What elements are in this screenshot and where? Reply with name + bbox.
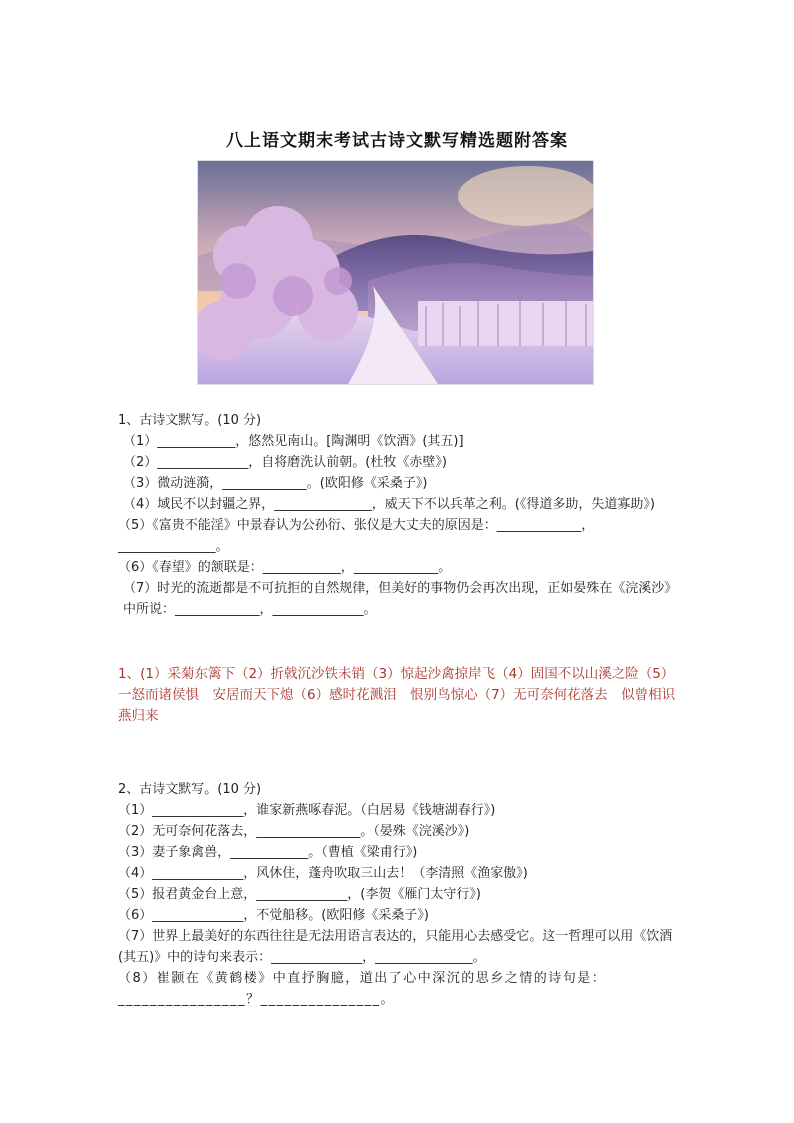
snow-mountain-image: [197, 160, 594, 385]
question-2-line-4: （4）______________，风休住，蓬舟吹取三山去！（李清照《渔家傲》): [118, 866, 528, 881]
document-title: 八上语文期末考试古诗文默写精选题附答案: [226, 131, 568, 151]
question-2-line-2: （2）无可奈何花落去，________________。（晏殊《浣溪沙》): [118, 824, 470, 839]
question-2-line-5: （5）报君黄金台上意，______________，(李贺《雁门太守行》): [118, 887, 481, 902]
question-1-line-4: （4）域民不以封疆之界，_______________，威天下不以兵革之利。(《得道多助，失道寡助》): [123, 497, 655, 512]
worksheet-content: [118, 410, 678, 1010]
answer-1: 1、(1）采菊东篱下（2）折戟沉沙铁未销（3）惊起沙禽掠岸飞（4）固国不以山溪之险（5）一怒而诸侯惧 安居而天下熄（6）感时花溅泪 恨别鸟惊心（7）无可奈何花落去 似曾相识燕归来: [118, 666, 676, 724]
question-2-line-6: （6）______________，不觉船移。(欧阳修《采桑子》): [118, 908, 429, 923]
question-1-line-6: （6）《春望》的颔联是：____________，_____________。: [118, 560, 452, 575]
question-1-line-7: （7）时光的流逝都是不可抗拒的自然规律，但美好的事物仍会再次出现，正如晏殊在《浣溪沙》中所说：_____________，______________。: [123, 581, 678, 617]
question-2-line-8: （8）崔颢在《黄鹤楼》中直抒胸臆，道出了心中深沉的思乡之情的诗句是：________________？_______________。: [118, 971, 607, 1007]
question-1-line-3: （3）微动涟漪，_____________。(欧阳修《采桑子》): [123, 476, 428, 491]
landscape-illustration: [198, 161, 593, 384]
question-1-line-5: （5）《富贵不能淫》中景春认为公孙衍、张仪是大丈夫的原因是：_____________，_______________。: [118, 518, 595, 554]
question-1-heading: 1、古诗文默写。(10 分): [118, 413, 262, 428]
question-2-line-1: （1）______________，谁家新燕啄春泥。（白居易《钱塘湖春行》): [118, 803, 496, 818]
question-2-line-7: （7）世界上最美好的东西往往是无法用语言表达的，只能用心去感受它。这一哲理可以用《饮酒(其五)》中的诗句来表示：______________，_______________。: [118, 929, 673, 965]
question-1-line-2: （2）______________，自将磨洗认前朝。(杜牧《赤壁》): [123, 455, 447, 470]
question-1-line-1: （1）____________，悠然见南山。[陶渊明《饮酒》(其五)]: [123, 434, 464, 449]
question-2-line-3: （3）妻子象禽兽，____________。（曹植《梁甫行》): [118, 845, 418, 860]
question-2-heading: 2、古诗文默写。(10 分): [118, 782, 262, 797]
